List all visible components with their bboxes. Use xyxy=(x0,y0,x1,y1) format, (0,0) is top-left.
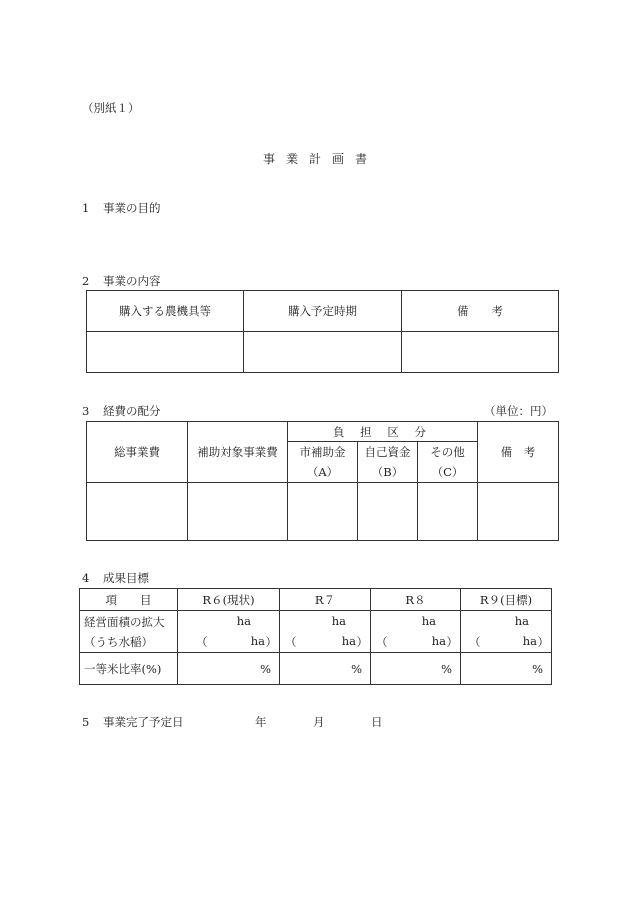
unit-ha: ha xyxy=(522,634,537,648)
target-cell-area-r9[interactable] xyxy=(461,611,552,653)
target-cell-rice-r7[interactable]: % xyxy=(280,653,371,685)
cost-header-city-subsidy xyxy=(288,442,358,483)
paren-open: （ xyxy=(376,635,388,649)
unit-label: （単位：円） xyxy=(484,404,553,418)
paren-open: （ xyxy=(285,635,297,649)
paren-close: ） xyxy=(537,635,549,649)
target-cell-rice-r8[interactable]: % xyxy=(371,653,461,685)
target-header-item: 項 目 xyxy=(80,589,178,611)
unit-ha: ha xyxy=(236,614,251,628)
target-table xyxy=(79,588,552,685)
cost-header-remarks: 備 考 xyxy=(478,422,559,483)
cost-cell-other[interactable] xyxy=(418,483,478,541)
target-row-rice-label: 一等米比率(%) xyxy=(80,653,178,685)
section3-number: 3 xyxy=(82,404,90,418)
unit-ha: ha xyxy=(250,634,265,648)
paren-close: ） xyxy=(446,635,458,649)
purchase-header-timing: 購入予定時期 xyxy=(244,291,402,332)
purchase-cell-timing[interactable] xyxy=(244,332,402,373)
cost-cell-own-funds[interactable] xyxy=(358,483,418,541)
cost-cell-total[interactable] xyxy=(87,483,188,541)
unit-ha: ha xyxy=(431,634,446,648)
section1-title: 事業の目的 xyxy=(103,201,161,215)
target-row-area-label xyxy=(80,611,178,653)
completion-year-label: 年 xyxy=(255,715,267,729)
target-cell-area-r7[interactable] xyxy=(280,611,371,653)
completion-day-label: 日 xyxy=(371,715,383,729)
cost-table xyxy=(86,421,559,541)
target-header-r7: R７ xyxy=(280,589,371,611)
city-subsidy-label: 市補助金 xyxy=(299,445,346,459)
target-header-r6: R６(現状) xyxy=(178,589,280,611)
paren-close: ） xyxy=(356,635,368,649)
section4-title: 成果目標 xyxy=(103,571,149,585)
unit-ha: ha xyxy=(331,614,346,628)
cost-header-burden xyxy=(288,422,478,442)
cost-cell-eligible[interactable] xyxy=(188,483,288,541)
target-cell-rice-r6[interactable]: % xyxy=(178,653,280,685)
completion-month-label: 月 xyxy=(313,715,325,729)
other-code: （C） xyxy=(431,465,464,479)
unit-ha: ha xyxy=(341,634,356,648)
target-header-r9: R９(目標) xyxy=(461,589,552,611)
cost-cell-remarks[interactable] xyxy=(478,483,559,541)
cost-header-other xyxy=(418,442,478,483)
section4-number: 4 xyxy=(82,571,90,585)
section5-number: 5 xyxy=(82,715,90,729)
section3-title: 経費の配分 xyxy=(103,404,161,418)
target-cell-area-r6[interactable] xyxy=(178,611,280,653)
city-subsidy-code: （A） xyxy=(306,465,339,479)
area-label-line1: 経営面積の拡大 xyxy=(84,614,165,629)
page-title: 事業計画書 xyxy=(263,152,379,166)
own-funds-label: 自己資金 xyxy=(364,445,411,459)
target-cell-area-r8[interactable] xyxy=(371,611,461,653)
cost-cell-city-subsidy[interactable] xyxy=(288,483,358,541)
attachment-label: （別紙１） xyxy=(82,101,140,115)
cost-header-burden-text: 負 担 区 分 xyxy=(333,424,432,439)
target-header-r8: R８ xyxy=(371,589,461,611)
section2-number: 2 xyxy=(82,274,90,288)
paren-open: （ xyxy=(196,635,208,649)
paren-close: ） xyxy=(265,635,277,649)
section2-title: 事業の内容 xyxy=(103,274,161,288)
other-label: その他 xyxy=(430,445,465,459)
target-cell-rice-r9[interactable]: % xyxy=(461,653,552,685)
purchase-header-equipment: 購入する農機具等 xyxy=(87,291,244,332)
own-funds-code: （B） xyxy=(371,465,404,479)
unit-ha: ha xyxy=(421,614,436,628)
paren-open: （ xyxy=(469,635,481,649)
unit-ha: ha xyxy=(514,614,529,628)
purchase-table xyxy=(86,290,559,373)
purchase-cell-remarks[interactable] xyxy=(402,332,559,373)
cost-header-eligible: 補助対象事業費 xyxy=(188,422,288,483)
section5-title: 事業完了予定日 xyxy=(103,715,184,729)
cost-header-own-funds xyxy=(358,442,418,483)
area-label-line2: （うち水稲） xyxy=(84,634,153,649)
purchase-header-remarks: 備 考 xyxy=(402,291,559,332)
purchase-cell-equipment[interactable] xyxy=(87,332,244,373)
cost-header-total: 総事業費 xyxy=(87,422,188,483)
section1-number: 1 xyxy=(82,201,90,215)
